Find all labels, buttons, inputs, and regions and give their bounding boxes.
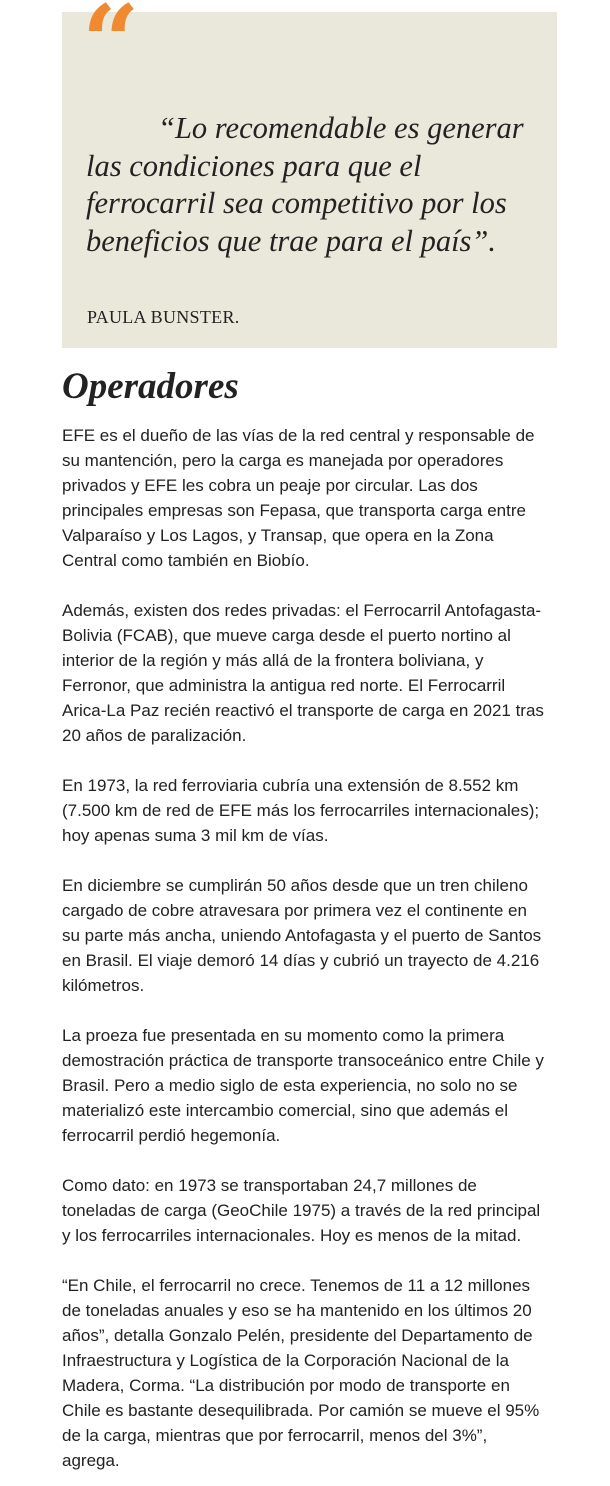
- paragraph-proeza: La proeza fue presentada en su momento como la primera demostración práctica de transporte transoceánico entre Chile y Brasil. Pero a medio siglo de esta experiencia, no solo no se materializó este intercambio comercial, sino que además el ferrocarril perdió hegemonía.: [62, 1026, 544, 1145]
- quote-text: “Lo recomendable es generar las condiciones para que el ferrocarril sea competitivo por los beneficios que trae para el país”.: [86, 111, 524, 258]
- paragraph-tren-cobre: En diciembre se cumplirán 50 años desde que un tren chileno cargado de cobre atravesara por primera vez el continente en su parte más ancha, uniendo Antofagasta y el puerto de Santos en Brasil. El viaje demoró 14 días y cubrió un trayecto de 4.216 kilómetros.: [62, 876, 542, 995]
- paragraph-dato-toneladas: Como dato: en 1973 se transportaban 24,7 millones de toneladas de carga (GeoChile 1975) a través de la red principal y los ferrocarriles internacionales. Hoy es menos de la mitad.: [62, 1176, 541, 1245]
- quote-author: PAULA BUNSTER.: [87, 307, 240, 327]
- paragraph-redes-privadas: Además, existen dos redes privadas: el Ferrocarril Antofagasta- Bolivia (FCAB), que mueve carga desde el puerto nortino al interior de la región y más allá de la frontera boliviana, y Ferronor, que administra la antigua red norte. El Ferrocarril Arica-La Paz recién reactivó el transporte de carga en 2021 tras 20 años de paralización.: [62, 601, 544, 745]
- section-title: Operadores: [62, 366, 239, 407]
- quote-mark-icon: “: [82, 0, 140, 101]
- paragraph-operadores-efe: EFE es el dueño de las vías de la red central y responsable de su mantención, pero la carga es manejada por operadores privados y EFE les cobra un peaje por circular. Las dos principales empresas son Fepasa, que transporta carga entre Valparaíso y Los Lagos, y Transap, que opera en la Zona Central como también en Biobío.: [62, 426, 535, 570]
- pull-quote: [62, 0, 557, 348]
- paragraph-cita-pelen: “En Chile, el ferrocarril no crece. Tenemos de 11 a 12 millones de toneladas anuales y eso se ha mantenido en los últimos 20 años”, detalla Gonzalo Pelén, presidente del Departamento de Infraestructura y Logística de la Corporación Nacional de la Madera, Corma. “La distribución por modo de transporte en Chile es bastante desequilibrada. Por camión se mueve el 95% de la carga, mientras que por ferrocarril, menos del 3%”, agrega.: [62, 1276, 540, 1470]
- article-body: [62, 423, 562, 1486]
- paragraph-red-1973: En 1973, la red ferroviaria cubría una extensión de 8.552 km (7.500 km de red de EFE más los ferrocarriles internacionales); hoy apenas suma 3 mil km de vías.: [62, 776, 540, 845]
